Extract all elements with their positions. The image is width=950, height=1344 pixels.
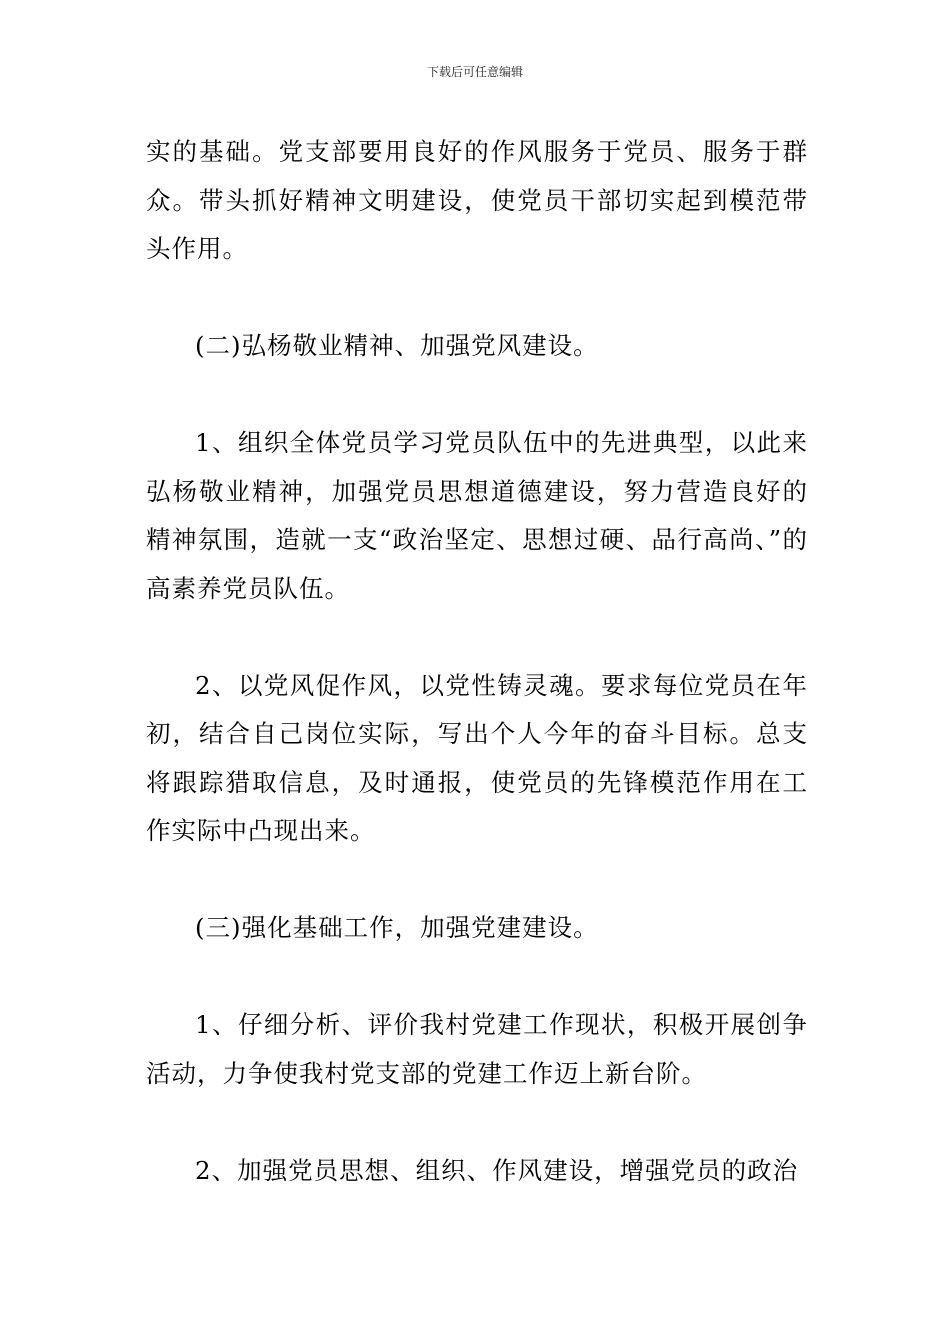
paragraph-item-4: 2、加强党员思想、组织、作风建设，增强党员的政治: [195, 1155, 799, 1185]
document-body: [146, 128, 808, 1195]
paragraph-gap: [146, 371, 808, 420]
paragraph-item-3: 1、仔细分析、评价我村党建工作现状，积极开展创争活动，力争使我村党支部的党建工作迈上新台阶。: [146, 1010, 808, 1088]
paragraph-gap: [146, 856, 808, 905]
section-heading-3: (三)强化基础工作，加强党建建设。: [195, 913, 599, 942]
paragraph-continuation: 实的基础。党支部要用良好的作风服务于党员、服务于群众。带头抓好精神文明建设，使党员干部切实起到模范带头作用。: [146, 137, 808, 263]
paragraph-gap: [146, 274, 808, 323]
paragraph-item-1: 1、组织全体党员学习党员队伍中的先进典型，以此来弘杨敬业精神，加强党员思想道德建设，努力营造良好的精神氛围，造就一支“政治坚定、思想过硬、品行高尚、”的高素养党员队伍。: [146, 428, 808, 603]
paragraph-item-2: 2、以党风促作风，以党性铸灵魂。要求每位党员在年初，结合自己岗位实际，写出个人今年的奋斗目标。总支将跟踪猎取信息，及时通报，使党员的先锋模范作用在工作实际中凸现出来。: [146, 670, 808, 845]
paragraph-gap: [146, 1098, 808, 1147]
page-header: 下载后可任意编辑: [426, 65, 523, 79]
paragraph-gap: [146, 613, 808, 662]
section-heading-2: (二)弘杨敬业精神、加强党风建设。: [195, 331, 599, 360]
paragraph-gap: [146, 953, 808, 1002]
